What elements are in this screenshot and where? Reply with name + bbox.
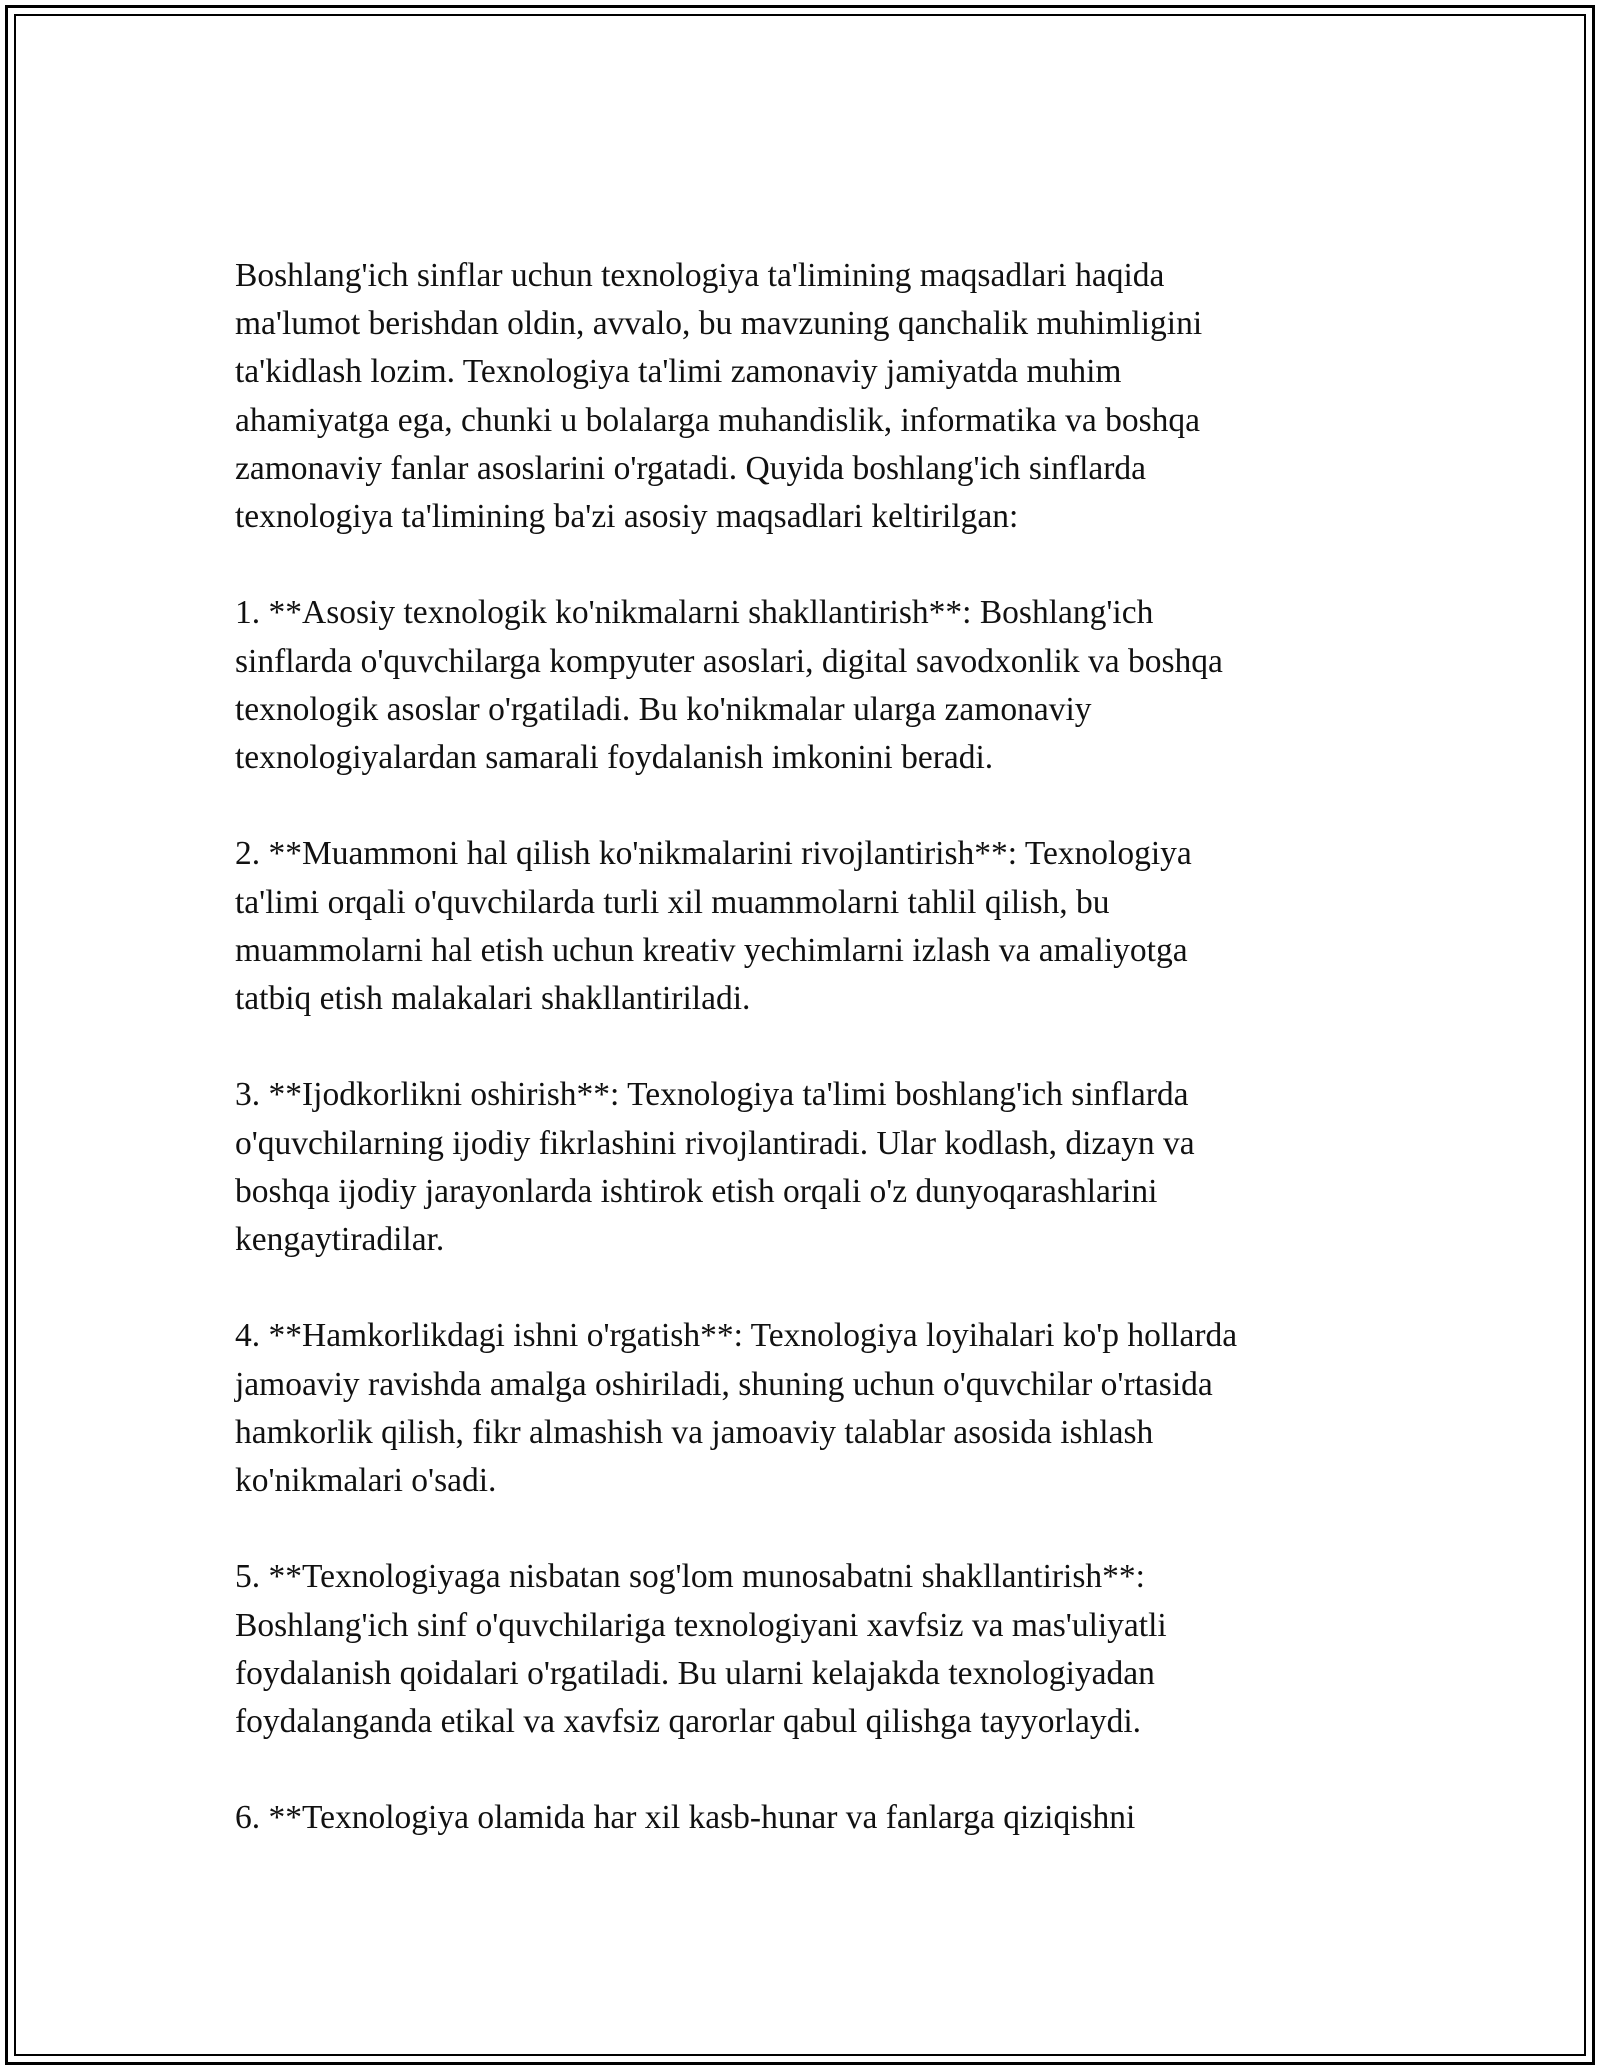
text-line: ko'nikmalari o'sadi. — [235, 1462, 497, 1500]
text-line: ta'limi orqali o'quvchilarda turli xil muammolarni tahlil qilish, bu — [235, 883, 1110, 921]
list-item-4 — [235, 1312, 1375, 1505]
text-line: 6. **Texnologiya olamida har xil kasb-hunar va fanlarga qiziqishni — [235, 1799, 1136, 1837]
text-line: jamoaviy ravishda amalga oshiriladi, shuning uchun o'quvchilar o'rtasida — [235, 1365, 1213, 1403]
text-line: Boshlang'ich sinf o'quvchilariga texnologiyani xavfsiz va mas'uliyatli — [235, 1606, 1167, 1644]
text-line: texnologiya ta'limining ba'zi asosiy maqsadlari keltirilgan: — [235, 498, 1019, 536]
document-body — [235, 252, 1375, 1891]
intro-paragraph — [235, 252, 1375, 541]
list-item-1 — [235, 589, 1375, 782]
list-item-3 — [235, 1071, 1375, 1264]
text-line: muammolarni hal etish uchun kreativ yechimlarni izlash va amaliyotga — [235, 931, 1188, 969]
text-line: foydalanish qoidalari o'rgatiladi. Bu ularni kelajakda texnologiyadan — [235, 1654, 1155, 1692]
text-line: kengaytiradilar. — [235, 1221, 445, 1259]
text-line: texnologik asoslar o'rgatiladi. Bu ko'nikmalar ularga zamonaviy — [235, 690, 1092, 728]
text-line: ahamiyatga ega, chunki u bolalarga muhandislik, informatika va boshqa — [235, 401, 1201, 439]
text-line: zamonaviy fanlar asoslarini o'rgatadi. Quyida boshlang'ich sinflarda — [235, 449, 1147, 487]
text-line: 3. **Ijodkorlikni oshirish**: Texnologiya ta'limi boshlang'ich sinflarda — [235, 1076, 1189, 1114]
text-line: texnologiyalardan samarali foydalanish imkonini beradi. — [235, 739, 994, 777]
list-item-2 — [235, 830, 1375, 1023]
text-line: 4. **Hamkorlikdagi ishni o'rgatish**: Texnologiya loyihalari ko'p hollarda — [235, 1317, 1238, 1355]
text-line: foydalanganda etikal va xavfsiz qarorlar qabul qilishga tayyorlaydi. — [235, 1703, 1142, 1741]
text-line: sinflarda o'quvchilarga kompyuter asoslari, digital savodxonlik va boshqa — [235, 642, 1223, 680]
list-item-6 — [235, 1794, 1375, 1842]
text-line: tatbiq etish malakalari shakllantiriladi. — [235, 980, 751, 1018]
text-line: 5. **Texnologiyaga nisbatan sog'lom munosabatni shakllantirish**: — [235, 1558, 1145, 1596]
text-line: 1. **Asosiy texnologik ko'nikmalarni shakllantirish**: Boshlang'ich — [235, 594, 1154, 632]
text-line: ma'lumot berishdan oldin, avvalo, bu mavzuning qanchalik muhimligini — [235, 305, 1203, 343]
text-line: Boshlang'ich sinflar uchun texnologiya ta'limining maqsadlari haqida — [235, 257, 1165, 294]
text-line: boshqa ijodiy jarayonlarda ishtirok etish orqali o'z dunyoqarashlarini — [235, 1172, 1158, 1210]
text-line: hamkorlik qilish, fikr almashish va jamoaviy talablar asosida ishlash — [235, 1413, 1154, 1451]
list-item-5 — [235, 1553, 1375, 1746]
text-line: 2. **Muammoni hal qilish ko'nikmalarini rivojlantirish**: Texnologiya — [235, 835, 1192, 873]
text-line: ta'kidlash lozim. Texnologiya ta'limi zamonaviy jamiyatda muhim — [235, 353, 1122, 391]
text-line: o'quvchilarning ijodiy fikrlashini rivojlantiradi. Ular kodlash, dizayn va — [235, 1124, 1195, 1162]
